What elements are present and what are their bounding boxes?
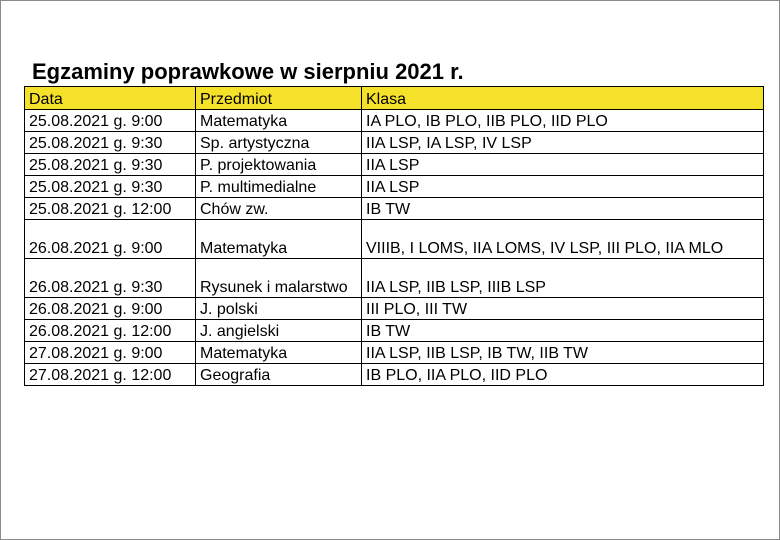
cell-subject: Geografia [196, 364, 362, 386]
cell-class: IIA LSP, IIB LSP, IIIB LSP [362, 259, 764, 298]
cell-date: 26.08.2021 g. 9:00 [25, 298, 196, 320]
cell-date: 26.08.2021 g. 9:00 [25, 220, 196, 259]
cell-subject: Matematyka [196, 110, 362, 132]
cell-class: IIA LSP, IIB LSP, IB TW, IIB TW [362, 342, 764, 364]
cell-class: IB TW [362, 198, 764, 220]
cell-date: 25.08.2021 g. 9:30 [25, 154, 196, 176]
cell-class: VIIIB, I LOMS, IIA LOMS, IV LSP, III PLO, IIA MLO [362, 220, 764, 259]
cell-date: 26.08.2021 g. 9:30 [25, 259, 196, 298]
cell-subject: J. polski [196, 298, 362, 320]
table-row [25, 176, 764, 198]
table-row [25, 259, 764, 298]
header-date: Data [25, 87, 196, 110]
cell-date: 25.08.2021 g. 9:30 [25, 176, 196, 198]
cell-subject: P. projektowania [196, 154, 362, 176]
table-row [25, 320, 764, 342]
table-row [25, 132, 764, 154]
cell-class: IB TW [362, 320, 764, 342]
cell-subject: J. angielski [196, 320, 362, 342]
cell-class: IIA LSP [362, 176, 764, 198]
table-row [25, 220, 764, 259]
cell-class: IIA LSP [362, 154, 764, 176]
cell-date: 26.08.2021 g. 12:00 [25, 320, 196, 342]
cell-class: IIA LSP, IA LSP, IV LSP [362, 132, 764, 154]
table-row [25, 154, 764, 176]
table-header-row [25, 87, 764, 110]
page-title: Egzaminy poprawkowe w sierpniu 2021 r. [32, 59, 464, 84]
cell-subject: Matematyka [196, 342, 362, 364]
table-row [25, 110, 764, 132]
table-row [25, 364, 764, 386]
cell-class: III PLO, III TW [362, 298, 764, 320]
cell-date: 25.08.2021 g. 12:00 [25, 198, 196, 220]
cell-class: IA PLO, IB PLO, IIB PLO, IID PLO [362, 110, 764, 132]
cell-date: 27.08.2021 g. 12:00 [25, 364, 196, 386]
cell-subject: Chów zw. [196, 198, 362, 220]
table-row [25, 342, 764, 364]
header-class: Klasa [362, 87, 764, 110]
cell-subject: Matematyka [196, 220, 362, 259]
table-row [25, 298, 764, 320]
cell-date: 25.08.2021 g. 9:00 [25, 110, 196, 132]
cell-date: 27.08.2021 g. 9:00 [25, 342, 196, 364]
table-row [25, 198, 764, 220]
cell-subject: Rysunek i malarstwo [196, 259, 362, 298]
exam-schedule-table [24, 86, 764, 386]
cell-subject: P. multimedialne [196, 176, 362, 198]
cell-date: 25.08.2021 g. 9:30 [25, 132, 196, 154]
header-subject: Przedmiot [196, 87, 362, 110]
cell-subject: Sp. artystyczna [196, 132, 362, 154]
cell-class: IB PLO, IIA PLO, IID PLO [362, 364, 764, 386]
